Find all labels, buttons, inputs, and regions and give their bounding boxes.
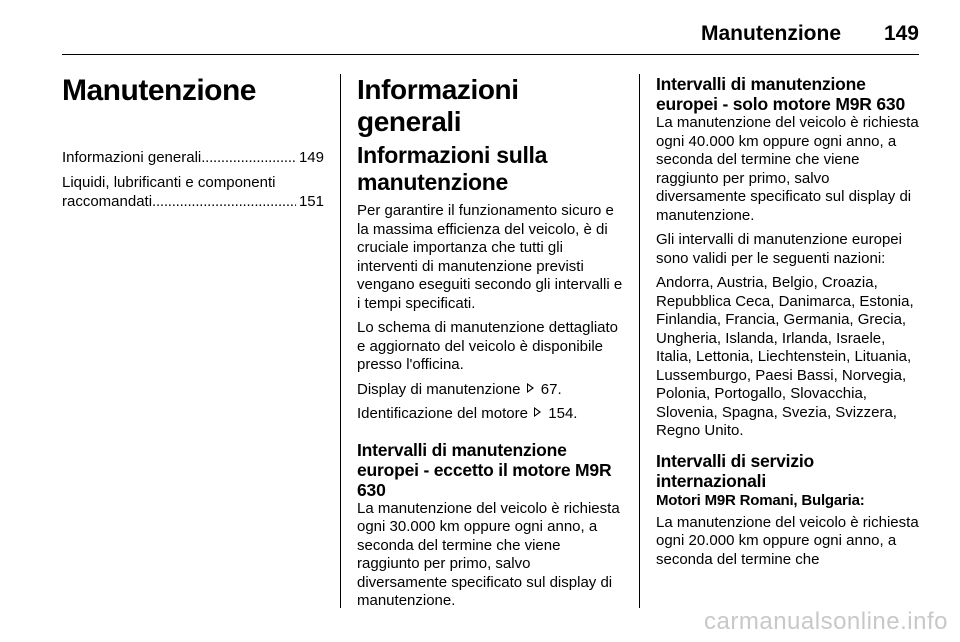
column-2 <box>357 74 623 609</box>
subsection-heading: Intervalli di manutenzione europei - solo motore M9R 630 <box>656 74 905 114</box>
header-page-number: 149 <box>883 22 919 45</box>
toc-label: raccomandati <box>62 193 153 210</box>
reference-text: Identificazione del motore <box>357 405 528 422</box>
toc-label: Informazioni generali <box>62 149 202 166</box>
cross-reference[interactable] <box>357 405 623 424</box>
toc-leader <box>201 148 296 167</box>
chapter-title: Manutenzione <box>62 74 256 107</box>
reference-text: Display di manutenzione <box>357 380 521 398</box>
cross-reference[interactable] <box>357 381 623 400</box>
watermark: carmanualsonline.info <box>704 608 948 635</box>
paragraph: Per garantire il funzionamento sicuro e la massima efficienza del veicolo, è di cruciale importanza che tutti gli interventi di manutenzione previsti vengano eseguiti secondo gli intervalli e i tempi specificati. <box>357 202 623 312</box>
page-reference-arrow-icon <box>527 383 534 393</box>
reference-page: 67. <box>540 380 562 398</box>
column-3 <box>656 74 922 604</box>
toc-entry[interactable] <box>62 173 324 211</box>
table-of-contents <box>62 148 324 211</box>
paragraph: Lo schema di manutenzione dettagliato e aggiornato del veicolo è disponibile presso l'officina. <box>357 319 619 373</box>
reference-page: 154. <box>548 405 578 422</box>
subsection-heading: Intervalli di manutenzione europei - eccetto il motore M9R 630 <box>357 439 612 500</box>
section-heading: Informazioni generali <box>357 74 519 137</box>
minor-heading: Motori M9R Romani, Bulgaria: <box>656 491 865 509</box>
page-reference-arrow-icon <box>534 407 541 417</box>
country-list: Andorra, Austria, Belgio, Croazia, Repubblica Ceca, Danimarca, Estonia, Finlandia, Francia, Germania, Grecia, Ungheria, Islanda, Irlanda, Israele, Italia, Lettonia, Liechtenstein, Lituania, Lussemburgo, Paesi Bassi, Norvegia, Polonia, Portogallo, Slovacchia, Slovenia, Spagna, Svezia, Svizzera, Regno Unito. <box>656 274 914 439</box>
toc-entry[interactable] <box>62 148 324 167</box>
toc-page: 149 <box>298 149 324 166</box>
subsection-heading: Informazioni sulla manutenzione <box>357 142 548 195</box>
page-header <box>62 10 919 55</box>
toc-page: 151 <box>298 193 324 210</box>
header-title: Manutenzione <box>701 22 841 45</box>
paragraph: La manutenzione del veicolo è richiesta ogni 20.000 km oppure ogni anno, a seconda del termine che <box>656 513 919 568</box>
toc-leader <box>152 192 296 211</box>
column-1 <box>62 74 324 604</box>
subsection-heading: Intervalli di servizio internazionali <box>656 450 815 491</box>
paragraph: La manutenzione del veicolo è richiesta ogni 30.000 km oppure ogni anno, a seconda del termine che viene raggiunto per primo, salvo diversamente specificato sul display di manutenzione. <box>357 499 620 609</box>
column-divider <box>639 74 640 608</box>
toc-label: Liquidi, lubrificanti e componenti <box>62 174 276 191</box>
paragraph: Gli intervalli di manutenzione europei sono validi per le seguenti nazioni: <box>656 231 902 267</box>
column-divider <box>340 74 341 608</box>
paragraph: La manutenzione del veicolo è richiesta ogni 40.000 km oppure ogni anno, a seconda del termine che viene raggiunto per primo, salvo diversamente specificato sul display di manutenzione. <box>656 114 919 224</box>
